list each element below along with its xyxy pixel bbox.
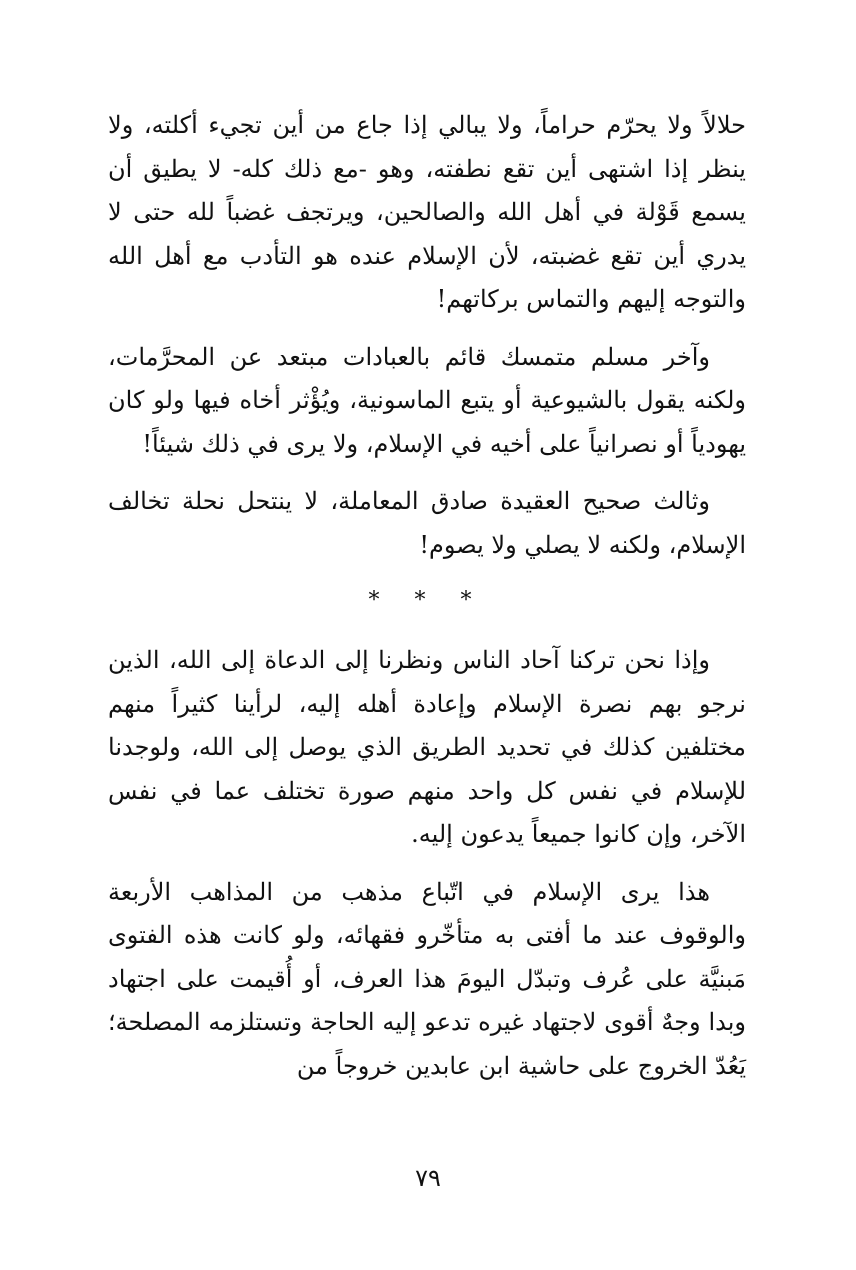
page-body [108, 104, 746, 1102]
paragraph-3: وثالث صحيح العقيدة صادق المعاملة، لا ينتحل نحلة تخالف الإسلام، ولكنه لا يصلي ولا يصوم! [108, 487, 746, 559]
paragraph-4: وإذا نحن تركنا آحاد الناس ونظرنا إلى الدعاة إلى الله، الذين نرجو بهم نصرة الإسلام وإعادة أهله إليه، لرأينا كثيراً منهم مختلفين كذلك في تحديد الطريق الذي يوصل إلى الله، ولوجدنا للإسلام في نفس كل واحد منهم صورة تختلف عما في نفس الآخر، وإن كانوا جميعاً يدعون إليه. [108, 646, 747, 848]
paragraph-5: هذا يرى الإسلام في اتّباع مذهب من المذاهب الأربعة والوقوف عند ما أفتى به متأخّرو فقهائه، ولو كانت هذه الفتوى مَبنيَّة على عُرف وتبدّل اليومَ هذا العرف، أو أُقيمت على اجتهاد وبدا وجهٌ أقوى لاجتهاد غيره تدعو إليه الحاجة وتستلزمه المصلحة؛ يَعُدّ الخروج على حاشية ابن عابدين خروجاً من [108, 877, 746, 1080]
paragraph-1: حلالاً ولا يحرّم حراماً، ولا يبالي إذا جاع من أين تجيء أكلته، ولا ينظر إذا اشتهى أين تقع نطفته، وهو -مع ذلك كله- لا يطيق أن يسمع قَوْلة في أهل الله والصالحين، ويرتجف غضباً لله حتى لا يدري أين تقع غضبته، لأن الإسلام عنده هو التأدب مع أهل الله والتوجه إليهم والتماس بركاتهم! [108, 111, 746, 313]
section-separator: * * * [368, 588, 486, 613]
page-number: ٧٩ [415, 1164, 441, 1192]
paragraph-2: وآخر مسلم متمسك قائم بالعبادات مبتعد عن المحرَّمات، ولكنه يقول بالشيوعية أو يتبع الماسونية، ويُؤْثر أخاه فيها ولو كان يهودياً أو نصرانياً على أخيه في الإسلام، ولا يرى في ذلك شيئاً! [108, 342, 746, 458]
